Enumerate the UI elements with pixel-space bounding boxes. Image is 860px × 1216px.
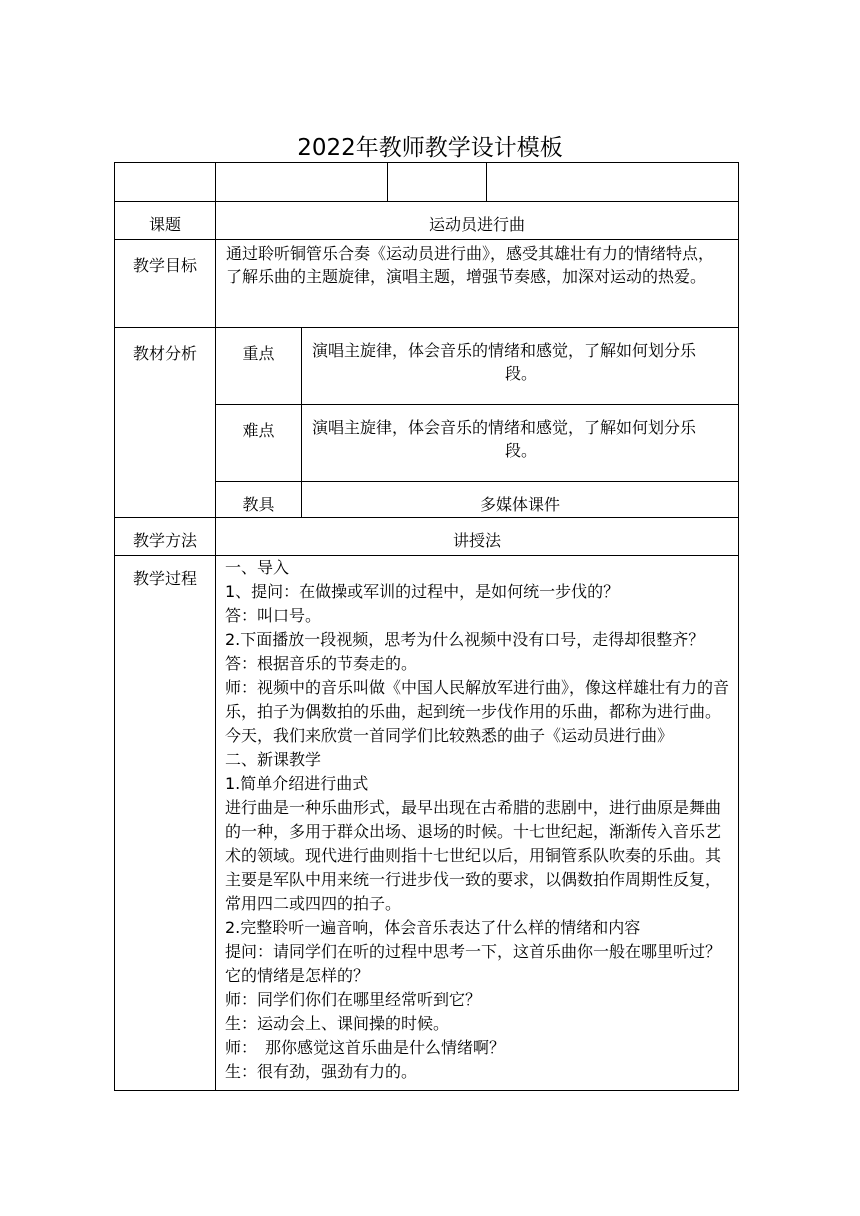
difficulty-text-main: 演唱主旋律，体会音乐的情绪和感觉，了解如何划分乐 bbox=[312, 418, 697, 437]
process-line: 生：运动会上、课间操的时候。 bbox=[225, 1014, 450, 1033]
process-label: 教学过程 bbox=[115, 556, 216, 1091]
difficulty-label: 难点 bbox=[216, 405, 302, 482]
process-line: 进行曲是一种乐曲形式，最早出现在古希腊的悲剧中，进行曲原是舞曲的一种，多用于群众出场、退场的时候。十七世纪起，渐渐传入音乐艺术的领域。现代进行曲则指十七世纪以后，用铜管系队吹奏的乐曲。其主要是军队中用来统一行进步伐一致的要求，以偶数拍作周期性反复，常用四二或四四的拍子。 bbox=[225, 798, 722, 913]
process-content bbox=[216, 556, 739, 1091]
process-line: 1.简单介绍进行曲式 bbox=[225, 774, 369, 793]
difficulty-text-tail: 段。 bbox=[504, 441, 537, 460]
tools-label: 教具 bbox=[216, 482, 302, 518]
process-line: 2.完整聆听一遍音响，体会音乐表达了什么样的情绪和内容 bbox=[225, 918, 641, 937]
analysis-label: 教材分析 bbox=[115, 328, 216, 518]
process-line: 二、新课教学 bbox=[225, 750, 322, 769]
blank-header-row bbox=[115, 163, 739, 202]
topic-row bbox=[115, 202, 739, 240]
page-title: 2022年教师教学设计模板 bbox=[297, 135, 563, 161]
process-line: 答：叫口号。 bbox=[225, 606, 322, 625]
process-line: 答：根据音乐的节奏走的。 bbox=[225, 654, 418, 673]
method-label: 教学方法 bbox=[115, 518, 216, 556]
process-line: 1、提问：在做操或军训的过程中，是如何统一步伐的？ bbox=[225, 582, 620, 601]
key-point-text bbox=[302, 328, 739, 405]
process-line: 师：同学们你们在哪里经常听到它？ bbox=[225, 990, 482, 1009]
key-point-text-main: 演唱主旋律，体会音乐的情绪和感觉，了解如何划分乐 bbox=[312, 341, 697, 360]
lesson-plan-table bbox=[114, 162, 739, 1091]
blank-cell bbox=[115, 163, 216, 202]
process-line: 师：视频中的音乐叫做《中国人民解放军进行曲》，像这样雄壮有力的音乐，拍子为偶数拍的乐曲，起到统一步伐作用的乐曲，都称为进行曲。今天，我们来欣赏一首同学们比较熟悉的曲子《运动员进行曲》 bbox=[225, 678, 730, 745]
objective-text: 通过聆听铜管乐合奏《运动员进行曲》，感受其雄壮有力的情绪特点，了解乐曲的主题旋律，演唱主题，增强节奏感，加深对运动的热爱。 bbox=[216, 240, 739, 328]
objective-label: 教学目标 bbox=[115, 240, 216, 328]
topic-label: 课题 bbox=[115, 202, 216, 240]
topic-value: 运动员进行曲 bbox=[216, 202, 739, 240]
tools-value: 多媒体课件 bbox=[302, 482, 739, 518]
process-line: 一、导入 bbox=[225, 558, 290, 577]
method-value: 讲授法 bbox=[216, 518, 739, 556]
process-row bbox=[115, 556, 739, 1091]
key-point-label: 重点 bbox=[216, 328, 302, 405]
key-point-row bbox=[115, 328, 739, 405]
blank-cell bbox=[388, 163, 487, 202]
process-line: 2.下面播放一段视频，思考为什么视频中没有口号，走得却很整齐？ bbox=[225, 630, 705, 649]
difficulty-text bbox=[302, 405, 739, 482]
key-point-text-tail: 段。 bbox=[504, 364, 537, 383]
blank-cell bbox=[216, 163, 388, 202]
objective-row bbox=[115, 240, 739, 328]
method-row bbox=[115, 518, 739, 556]
blank-cell bbox=[487, 163, 739, 202]
process-line: 师： 那你感觉这首乐曲是什么情绪啊？ bbox=[225, 1038, 506, 1057]
process-line: 生：很有劲，强劲有力的。 bbox=[225, 1062, 418, 1081]
process-line: 提问：请同学们在听的过程中思考一下，这首乐曲你一般在哪里听过？它的情绪是怎样的？ bbox=[225, 942, 722, 985]
